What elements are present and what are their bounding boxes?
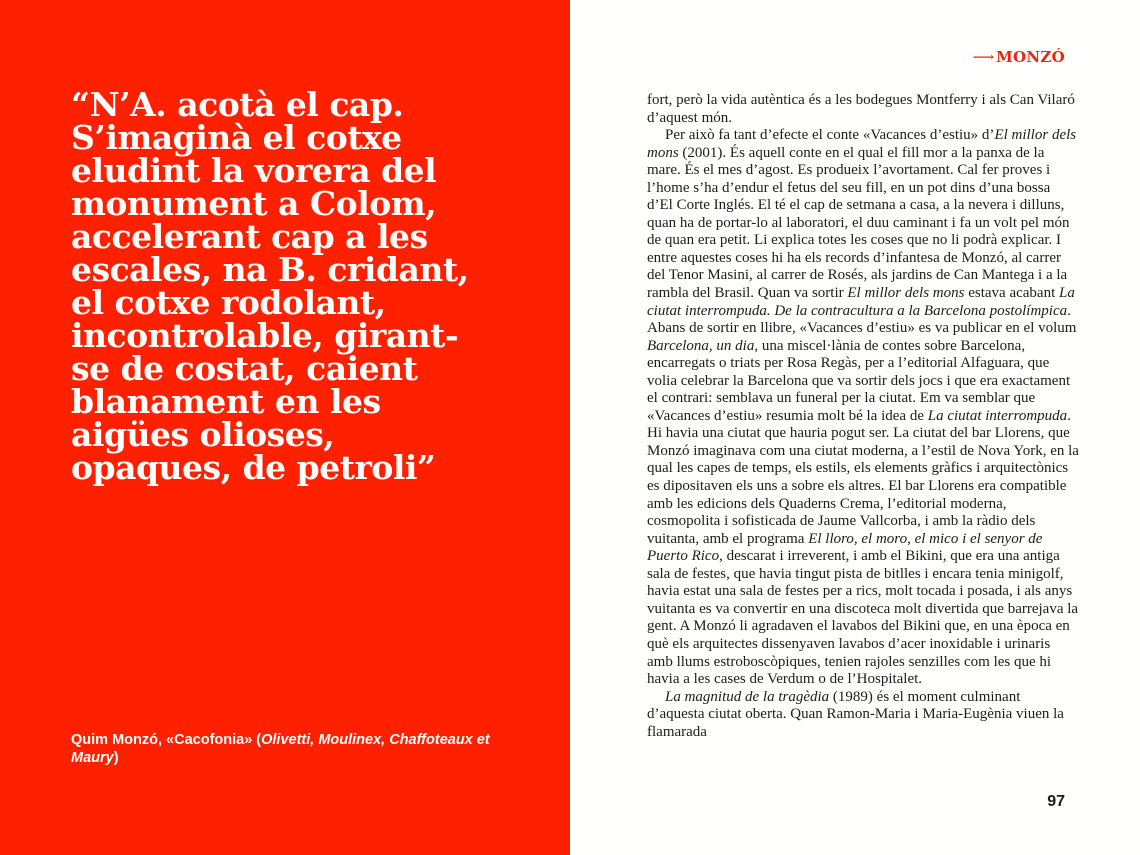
- text-run: fort, però la vida autèntica és a les bodegues Montferry i als Can Vilaró d’aquest món.: [647, 92, 1075, 126]
- right-page: [570, 0, 1140, 855]
- text-run: El lloro, el moro, el mico i el senyor de Puerto Rico: [647, 530, 1043, 565]
- quote-line: aigües olioses,: [71, 415, 335, 454]
- text-run: El millor dels mons: [847, 285, 965, 302]
- text-run: La ciutat interrompuda. De la contracultura a la Barcelona postolímpica: [647, 285, 1075, 319]
- text-run: , una miscel·lània de contes sobre Barcelona, encarregats o triats per Rosa Regàs, per a l’editorial Alfaguara, que volia celebrar la Barcelona que va sortir dels jocs i que era exactament el contrari: semblava un funeral per la ciutat. Em va semblar que «Vacances d’estiu» resumia molt bé la idea de: [647, 337, 1071, 424]
- quote-caption: [71, 731, 541, 767]
- right-arrow-icon: ⟶: [972, 48, 993, 66]
- text-run: . Hi havia una ciutat que hauria pogut ser. La ciutat del bar Llorens, que Monzó imaginava com una ciutat moderna, a l’estil de Nova York, en la qual les capes de temps, els estils, els elements gràfics i arquitectònics es dipositaven els uns a sobre els altres. El bar Llorens era compatible amb les edicions dels Quaderns Crema, l’editorial moderna, cosmopolita i sofisticada de Jaume Vallcorba, i amb la ràdio dels vuitanta, amb el programa: [647, 407, 1079, 547]
- caption-normal: Quim Monzó, «Cacofonia» (: [71, 732, 262, 748]
- text-run: estava acabant: [964, 285, 1059, 302]
- quote-line: opaques, de petroli”: [71, 448, 436, 487]
- quote-line: se de costat, caient: [71, 349, 418, 388]
- quote-line: escales, na B. cridant,: [71, 250, 469, 289]
- paragraph: [647, 689, 1079, 742]
- quote-line: eludint la vorera del: [71, 151, 437, 190]
- quote-line: “N’A. acotà el cap.: [71, 85, 404, 124]
- quote-line: blanament en les: [71, 382, 381, 421]
- running-header: [973, 48, 1065, 66]
- text-run: , descarat i irreverent, i amb el Bikini, que era una antiga sala de festes, que havia tingut pista de bitlles i encara tenia minigolf, havia estat una sala de festes per a rics, molt tocada i posada, i als anys vuitanta es va convertir en una discoteca molt divertida que barrejava la gent. A Monzó li agradaven el lavabos del Bikini que, en una època en què els arquitectes dissenyaven lavabos d’acer inoxidable i urinaris amb llums estroboscòpiques, tenien rajoles senzilles com les que hi havia a les cases de Verdum o de l’Hospitalet.: [647, 548, 1079, 688]
- page-number: 97: [1047, 793, 1065, 810]
- quote-line: monument a Colom,: [71, 184, 437, 223]
- caption-italic: Olivetti, Moulinex, Chaffoteaux et Maury: [71, 732, 490, 766]
- caption-close: ): [113, 750, 119, 766]
- quote-line: el cotxe rodolant,: [71, 283, 386, 322]
- text-run: La magnitud de la tragèdia: [665, 688, 830, 705]
- text-run: (1989) és el moment culminant d’aquesta ciutat oberta. Quan Ramon-Maria i Maria-Eugènia viuen la flamarada: [647, 688, 1064, 740]
- body-text: [647, 92, 1079, 741]
- quote-line: incontrolable, girant-: [71, 316, 459, 355]
- running-header-label: MONZÓ: [996, 48, 1065, 66]
- text-run: (2001). És aquell conte en el qual el fill mor a la panxa de la mare. És el mes d’agost. Es produeix l’avortament. Cal fer proves i l’home s’ha d’endur el fetus del seu fill, en un pot dins d’una bossa d’El Corte Inglés. El té el cap de setmana a casa, a la nevera i dilluns, quan ha de portar-lo al laboratori, el duu caminant i fa un volt pel món de quan era petit. Li explica totes les coses que no li podrà explicar. I entre aquestes coses hi ha els records d’infantesa de Monzó, al carrer del Tenor Masini, al carrer de Rosés, als jardins de Can Mantega i a la rambla del Brasil. Quan va sortir: [647, 144, 1070, 302]
- text-run: Barcelona, un dia: [647, 337, 755, 354]
- text-run: Per això fa tant d’efecte el conte «Vacances d’estiu» d’: [665, 127, 995, 144]
- pull-quote: [71, 85, 541, 487]
- quote-line: accelerant cap a les: [71, 217, 428, 256]
- paragraph: [647, 92, 1079, 127]
- paragraph: [647, 127, 1079, 689]
- quote-line: S’imaginà el cotxe: [71, 118, 402, 157]
- text-run: El millor dels mons: [647, 127, 1077, 161]
- text-run: . Abans de sortir en llibre, «Vacances d’estiu» es va publicar en el volum: [647, 302, 1077, 337]
- text-run: La ciutat interrompuda: [927, 407, 1068, 424]
